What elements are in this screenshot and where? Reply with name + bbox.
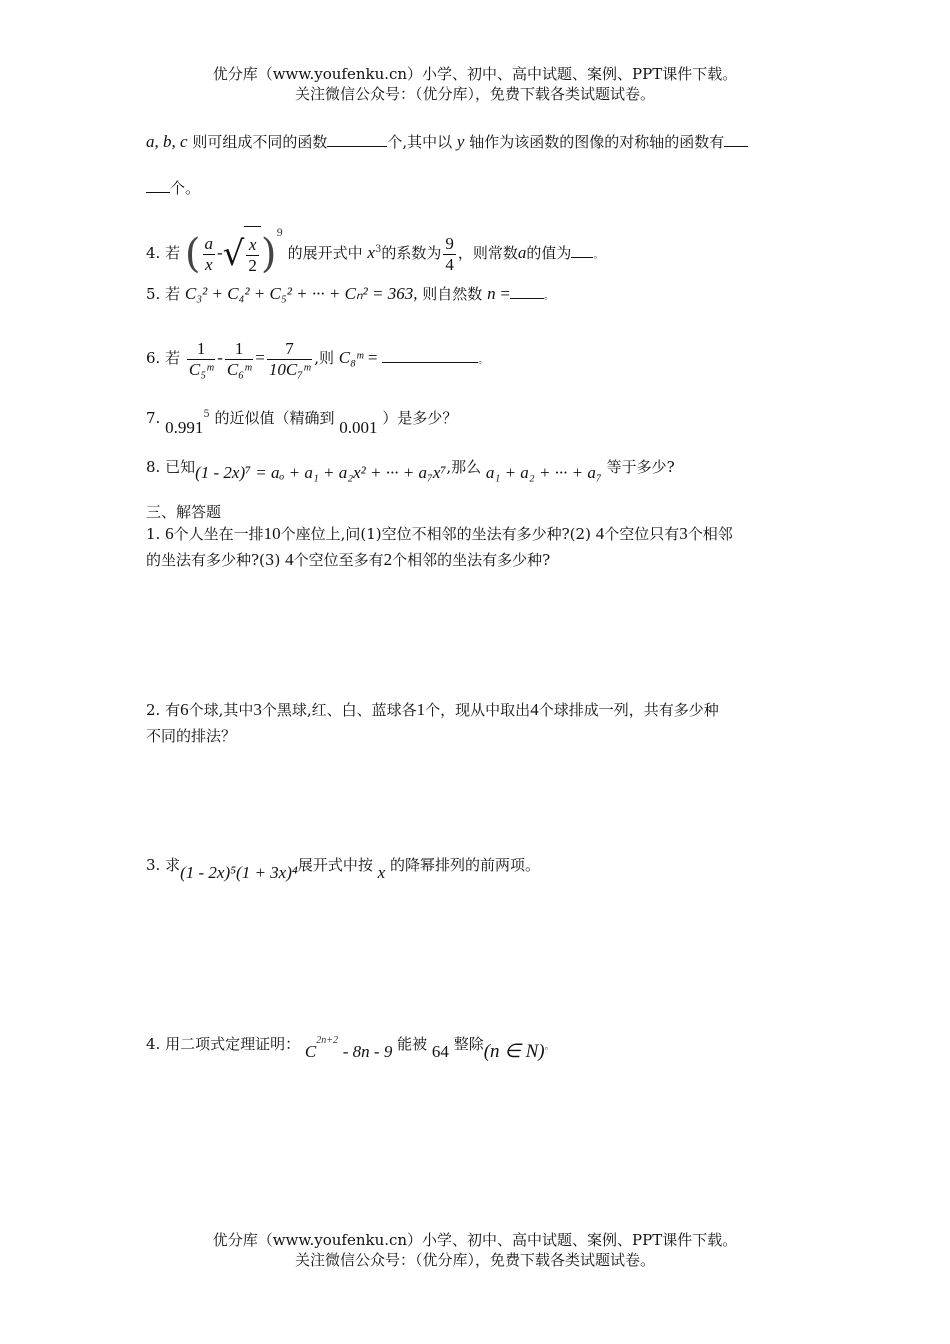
q8-number: 8. — [146, 458, 161, 476]
q8-text-1: 已知 — [165, 458, 196, 476]
q4-text-4: 的值为 — [526, 244, 572, 262]
page-header — [0, 64, 950, 104]
p1-n6: 6 — [165, 524, 174, 543]
problem-3 — [146, 850, 816, 888]
question-3-cont — [146, 176, 816, 200]
q4-text-2: 的系数为 — [381, 244, 442, 262]
q6-eq: = — [255, 348, 265, 367]
q6-minus: - — [217, 348, 223, 367]
p1-n4b: 4 — [285, 550, 294, 569]
q5-expression: C₃² + C₄² + C₅² + ··· + Cₙ² = 363, — [184, 284, 418, 303]
p2-text-4: 个，现从中取出 — [425, 701, 531, 719]
question-7 — [146, 400, 816, 443]
q6-then: ,则 — [314, 349, 334, 367]
q3-blank-2b[interactable] — [146, 178, 170, 193]
q8-expression-2: a₁ + a₂ + ··· + a₇ — [485, 463, 602, 482]
q6-c8: C₈ᵐ — [338, 348, 364, 367]
q6-fraction-3: $\frac{7}{\text{10C₇ᵐ}}$ — [268, 338, 311, 379]
problem-1-line-2 — [146, 548, 816, 572]
p3-x: x — [377, 863, 386, 882]
q7-text-2: ）是多少？ — [382, 409, 458, 427]
p2-text-3: 个黑球,红、白、蓝球各 — [261, 701, 417, 719]
p4-n64: 64 — [431, 1042, 449, 1061]
p3-text-2: 展开式中按 — [297, 856, 373, 874]
p2-n3: 3 — [253, 700, 262, 719]
p1-text-4: 个相邻 — [687, 525, 733, 543]
q4-x3: x — [367, 243, 375, 262]
q5-number: 5. — [146, 285, 161, 303]
q3-blank-2a[interactable] — [724, 132, 748, 147]
footer-line-2: 关注微信公众号：（优分库），免费下载各类试题试卷。 — [294, 1251, 655, 1269]
p1-text-5: 的坐法有多少种?(3) — [146, 551, 281, 569]
q5-eq: = — [500, 284, 510, 303]
page-footer — [0, 1230, 950, 1270]
q7-text-1: 的近似值（精确到 — [214, 409, 335, 427]
q5-n: n — [487, 284, 496, 303]
p1-text-6: 个空位至多有 — [293, 551, 384, 569]
q8-expression: (1 - 2x)⁷ = aₒ + a₁ + a₂x² + ··· + a₇x⁷ — [195, 463, 447, 482]
q6-blank[interactable] — [382, 348, 478, 363]
p4-condition: (n ∈ N) — [483, 1041, 545, 1062]
header-line-1: 优分库（www.youfenku.cn）小学、初中、高中试题、案例、PPT课件下载。 — [212, 65, 738, 83]
p4-base: C — [304, 1042, 317, 1061]
q7-precision: 0.001 — [339, 418, 378, 437]
p1-text-7: 个相邻的坐法有多少种? — [392, 551, 551, 569]
q7-base: 0.991 — [165, 418, 204, 437]
p4-number: 4. — [146, 1035, 161, 1053]
q4-end: 。 — [593, 250, 604, 261]
footer-line-1: 优分库（www.youfenku.cn）小学、初中、高中试题、案例、PPT课件下载。 — [212, 1231, 738, 1249]
question-5 — [146, 282, 816, 309]
q4-left-paren: ( — [184, 231, 201, 277]
q6-fraction-2: $\frac{1}{\text{C₆ᵐ}}$ — [226, 338, 252, 379]
p1-number: 1. — [146, 525, 161, 543]
q5-end: 。 — [543, 291, 554, 302]
p4-pow: 2n+2 — [316, 1035, 338, 1046]
p1-n3: 3 — [679, 524, 688, 543]
p1-n10: 10 — [263, 524, 281, 543]
p1-text-3: 个空位只有 — [604, 525, 680, 543]
question-8 — [146, 452, 816, 488]
q6-number: 6. — [146, 349, 161, 367]
q4-ruo: 若 — [165, 244, 181, 262]
p3-text-1: 求 — [165, 856, 181, 874]
q8-text-2: ,那么 — [446, 458, 482, 476]
q6-eq-2: = — [367, 348, 378, 367]
q4-right-paren: ) — [260, 231, 277, 277]
p1-text-1: 个人坐在一排 — [173, 525, 264, 543]
q6-ruo: 若 — [165, 349, 181, 367]
p2-text-2: 个球,其中 — [188, 701, 254, 719]
problem-2-line-1 — [146, 698, 816, 722]
q6-fraction-1: $\frac{1}{\text{C₅ᵐ}}$ — [188, 338, 214, 379]
problem-1-line-1 — [146, 522, 816, 546]
q3-y: y — [456, 132, 465, 151]
q3-text-2: 个,其中以 — [387, 133, 453, 151]
q8-text-3: 等于多少? — [606, 458, 675, 476]
p2-n4: 4 — [530, 700, 539, 719]
p1-text-2: 个座位上,问(1)空位不相邻的坐法有多少种?(2) — [280, 525, 591, 543]
q4-text-3: ，则常数 — [457, 244, 518, 262]
q4-blank[interactable] — [571, 243, 593, 258]
p1-n2: 2 — [383, 550, 393, 569]
header-line-2: 关注微信公众号：（优分库），免费下载各类试题试卷。 — [294, 85, 655, 103]
p3-expression: (1 - 2x)⁵(1 + 3x)⁴ — [180, 863, 298, 882]
q3-vars: a, b, c — [146, 132, 188, 151]
p4-text-1: 用二项式定理证明： — [165, 1035, 301, 1053]
q7-number: 7. — [146, 409, 161, 427]
q3-blank-1[interactable] — [327, 132, 387, 147]
q4-a: a — [517, 243, 527, 262]
p2-number: 2. — [146, 701, 161, 719]
q4-text-1: 的展开式中 — [287, 244, 363, 262]
q4-number: 4. — [146, 244, 161, 262]
p2-text-5: 个球排成一列，共有多少种 — [538, 701, 719, 719]
q3-text-1: 则可组成不同的函数 — [192, 133, 328, 151]
q6-end: 。 — [478, 355, 489, 366]
p1-n4a: 4 — [595, 524, 605, 543]
question-4 — [146, 206, 816, 284]
p4-text-2: 能被 — [397, 1035, 428, 1053]
q4-exponent: 9 — [276, 228, 283, 239]
q4-minus: - — [217, 243, 223, 262]
q4-pow3: 3 — [374, 244, 382, 255]
p4-rest: - 8n - 9 — [342, 1042, 393, 1061]
q3-cont: 个。 — [170, 179, 201, 197]
p2-text-1: 有 — [165, 701, 181, 719]
problem-4 — [146, 1026, 816, 1067]
p3-number: 3. — [146, 856, 161, 874]
q7-pow: 5 — [203, 409, 210, 420]
p2-n1: 1 — [416, 700, 426, 719]
q5-blank[interactable] — [510, 284, 544, 299]
problem-2-line-2: 不同的排法？ — [146, 727, 237, 745]
q3-text-3: 轴作为该函数的图像的对称轴的函数有 — [469, 133, 725, 151]
q4-fraction-a-over-x: $\frac{a}{x}$ — [204, 233, 213, 274]
p3-text-3: 的降幂排列的前两项。 — [389, 856, 540, 874]
p4-text-3: 整除 — [453, 1035, 484, 1053]
section-3-title: 三、解答题 — [146, 503, 222, 521]
q4-coef-fraction: $\frac{9}{4}$ — [445, 233, 454, 274]
question-6 — [146, 334, 816, 385]
question-3-line — [146, 130, 816, 154]
q5-text: 则自然数 — [422, 285, 483, 303]
q5-ruo: 若 — [165, 285, 181, 303]
q4-sqrt: √ $\frac{x}{2}$ — [223, 225, 261, 283]
p4-end: 。 — [544, 1041, 555, 1052]
p2-n6: 6 — [180, 700, 189, 719]
